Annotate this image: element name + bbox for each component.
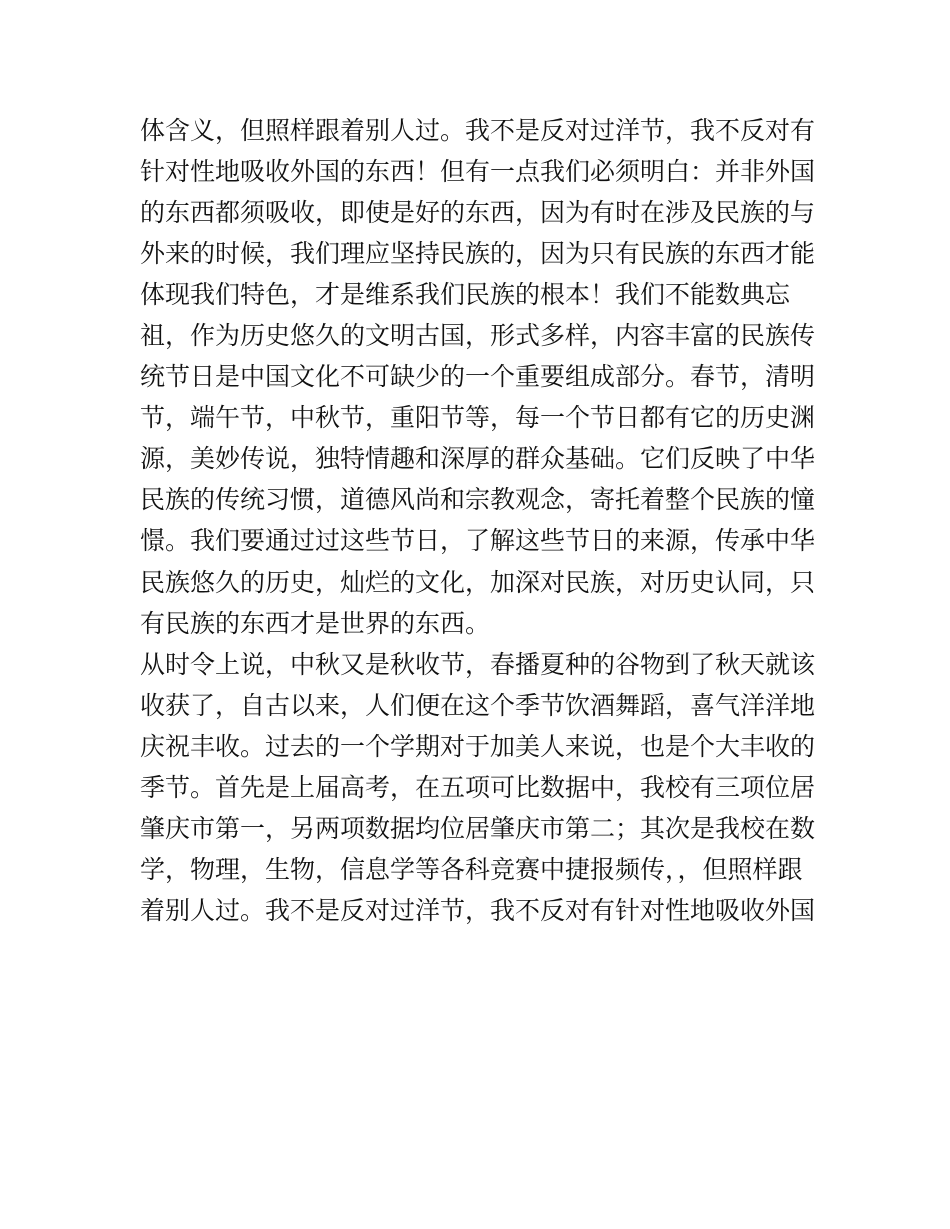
text-line: 憬。我们要通过过这些节日，了解这些节日的来源，传承中华 bbox=[140, 526, 816, 556]
text-line: 从时令上说，中秋又是秋收节，春播夏种的谷物到了秋天就该 bbox=[140, 649, 816, 679]
text-line: 季节。首先是上届高考，在五项可比数据中，我校有三项位居 bbox=[140, 772, 816, 802]
text-line: 学，物理，生物，信息学等各科竞赛中捷报频传，，但照样跟 bbox=[140, 854, 803, 884]
text-line: 针对性地吸收外国的东西！但有一点我们必须明白：并非外国 bbox=[140, 157, 816, 187]
text-line: 源，美妙传说，独特情趣和深厚的群众基础。它们反映了中华 bbox=[140, 444, 816, 474]
text-line: 肇庆市第一，另两项数据均位居肇庆市第二；其次是我校在数 bbox=[140, 813, 816, 843]
text-line: 统节日是中国文化不可缺少的一个重要组成部分。春节，清明 bbox=[140, 362, 816, 392]
text-line: 着别人过。我不是反对过洋节，我不反对有针对性地吸收外国 bbox=[140, 895, 816, 925]
text-line: 外来的时候，我们理应坚持民族的，因为只有民族的东西才能 bbox=[140, 239, 816, 269]
text-line: 有民族的东西才是世界的东西。 bbox=[140, 608, 491, 638]
text-line: 民族悠久的历史，灿烂的文化，加深对民族，对历史认同，只 bbox=[140, 567, 816, 597]
body-text bbox=[140, 110, 840, 931]
text-line: 节，端午节，中秋节，重阳节等，每一个节日都有它的历史渊 bbox=[140, 403, 816, 433]
text-line: 民族的传统习惯，道德风尚和宗教观念，寄托着整个民族的憧 bbox=[140, 485, 816, 515]
text-line: 的东西都须吸收，即使是好的东西，因为有时在涉及民族的与 bbox=[140, 198, 816, 228]
text-line: 收获了，自古以来，人们便在这个季节饮酒舞蹈，喜气洋洋地 bbox=[140, 690, 816, 720]
text-line: 祖，作为历史悠久的文明古国，形式多样，内容丰富的民族传 bbox=[140, 321, 816, 351]
text-line: 体现我们特色，才是维系我们民族的根本！我们不能数典忘 bbox=[140, 280, 791, 310]
text-line: 庆祝丰收。过去的一个学期对于加美人来说，也是个大丰收的 bbox=[140, 731, 816, 761]
text-line: 体含义，但照样跟着别人过。我不是反对过洋节，我不反对有 bbox=[140, 116, 816, 145]
